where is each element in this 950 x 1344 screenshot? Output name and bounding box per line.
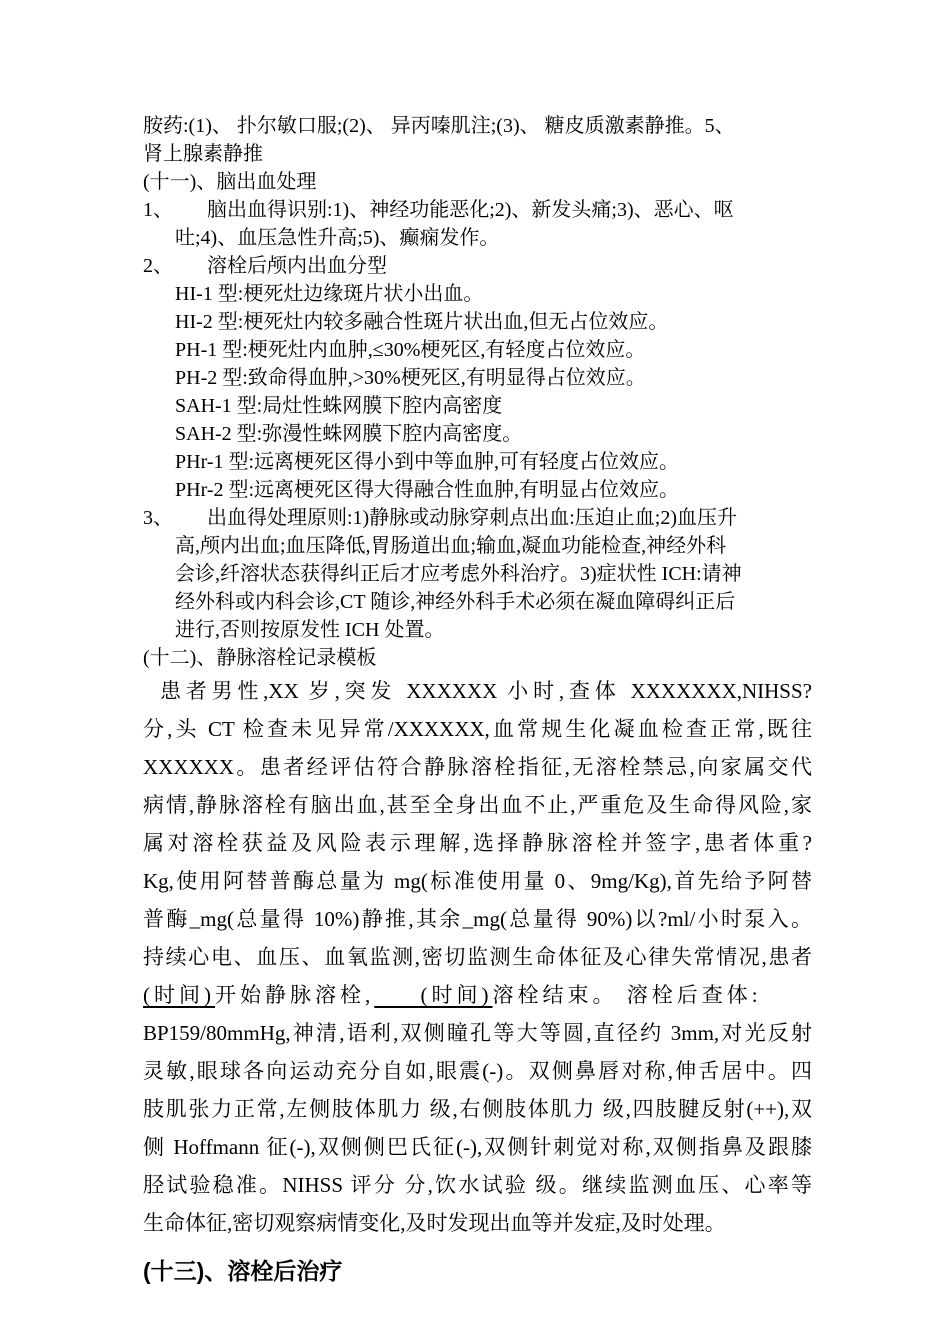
text-line: 吐;4)、血压急性升高;5)、癫痫发作。 bbox=[175, 227, 500, 249]
text-line: 肢肌张力正常,左侧肢体肌力 级,右侧肢体肌力 级,四肢腱反射(++),双 bbox=[143, 1097, 812, 1121]
text-run: 溶栓后查体: bbox=[626, 983, 762, 1007]
text-line: HI-2 型:梗死灶内较多融合性斑片状出血,但无占位效应。 bbox=[175, 311, 669, 333]
list-number: 1、 bbox=[143, 199, 173, 221]
text-line: 胺药:(1)、 扑尔敏口服;(2)、 异丙嗪肌注;(3)、 糖皮质激素静推。5、 bbox=[143, 115, 735, 137]
text-line: 持续心电、血压、血氧监测,密切监测生命体征及心律失常情况,患者 bbox=[143, 945, 812, 969]
text-line: 经外科或内科会诊,CT 随诊,神经外科手术必须在凝血障碍纠正后 bbox=[175, 591, 736, 613]
text-run: 溶栓结束。 bbox=[492, 983, 627, 1007]
thrombolysis-time-line bbox=[143, 976, 812, 1014]
text-line: 生命体征,密切观察病情变化,及时发现出血等并发症,及时处理。 bbox=[143, 1211, 726, 1235]
text-line bbox=[143, 504, 812, 532]
section-heading-11: (十一)、脑出血处理 bbox=[143, 171, 317, 193]
list-number: 3、 bbox=[143, 507, 173, 529]
text-line: 普酶_mg(总量得 10%)静推,其余_mg(总量得 90%)以?ml/小时泵入。 bbox=[143, 907, 812, 931]
underlined-blank bbox=[374, 983, 420, 1007]
text-line: 胫试验稳准。NIHSS 评分 分,饮水试验 级。继续监测血压、心率等 bbox=[143, 1173, 812, 1197]
text-line: 会诊,纤溶状态获得纠正后才应考虑外科治疗。3)症状性 ICH:请神 bbox=[175, 563, 742, 585]
list-item-text: 脑出血得识别:1)、神经功能恶化;2)、新发头痛;3)、恶心、呕 bbox=[207, 199, 734, 221]
text-line: HI-1 型:梗死灶边缘斑片状小出血。 bbox=[175, 283, 484, 305]
text-line: 病情,静脉溶栓有脑出血,甚至全身出血不止,严重危及生命得风险,家 bbox=[143, 793, 812, 817]
text-line: 肾上腺素静推 bbox=[143, 143, 263, 165]
text-line bbox=[143, 196, 812, 224]
section-heading-12: (十二)、静脉溶栓记录模板 bbox=[143, 647, 377, 669]
underlined-blank: (时间) bbox=[420, 983, 493, 1007]
text-line: 侧 Hoffmann 征(-),双侧侧巴氏征(-),双侧针刺觉对称,双侧指鼻及跟膝 bbox=[143, 1135, 812, 1159]
list-number: 2、 bbox=[143, 255, 173, 277]
text-line: SAH-2 型:弥漫性蛛网膜下腔内高密度。 bbox=[175, 423, 523, 445]
list-item-text: 出血得处理原则:1)静脉或动脉穿刺点出血:压迫止血;2)血压升 bbox=[207, 507, 737, 529]
text-line: 灵敏,眼球各向运动充分自如,眼震(-)。双侧鼻唇对称,伸舌居中。四 bbox=[143, 1059, 812, 1083]
text-line: Kg,使用阿替普酶总量为 mg(标准使用量 0、9mg/Kg),首先给予阿替 bbox=[143, 869, 812, 893]
underlined-blank: (时间) bbox=[143, 983, 215, 1007]
list-item-text: 溶栓后颅内出血分型 bbox=[207, 255, 387, 277]
document-body bbox=[143, 112, 812, 1288]
text-line: XXXXXX。患者经评估符合静脉溶栓指征,无溶栓禁忌,向家属交代 bbox=[143, 755, 812, 779]
text-line: 高,颅内出血;血压降低,胃肠道出血;输血,凝血功能检查,神经外科 bbox=[175, 535, 727, 557]
text-line bbox=[143, 252, 812, 280]
text-run: 开始静脉溶栓, bbox=[215, 983, 375, 1007]
text-line: PH-1 型:梗死灶内血肿,≤30%梗死区,有轻度占位效应。 bbox=[175, 339, 646, 361]
text-line: PHr-1 型:远离梗死区得小到中等血肿,可有轻度占位效应。 bbox=[175, 451, 680, 473]
text-line: 进行,否则按原发性 ICH 处置。 bbox=[175, 619, 445, 641]
text-line: 患者男性,XX 岁,突发 XXXXXX 小时,查体 XXXXXXX,NIHSS? bbox=[160, 679, 812, 703]
text-line: SAH-1 型:局灶性蛛网膜下腔内高密度 bbox=[175, 395, 503, 417]
text-line: PH-2 型:致命得血肿,>30%梗死区,有明显得占位效应。 bbox=[175, 367, 646, 389]
text-line: PHr-2 型:远离梗死区得大得融合性血肿,有明显占位效应。 bbox=[175, 479, 680, 501]
text-line: BP159/80mmHg,神清,语利,双侧瞳孔等大等圆,直径约 3mm,对光反射 bbox=[143, 1021, 812, 1045]
text-line: 属对溶栓获益及风险表示理解,选择静脉溶栓并签字,患者体重? bbox=[143, 831, 812, 855]
section-heading-13: (十三)、溶栓后治疗 bbox=[143, 1258, 343, 1284]
text-line: 分,头 CT 检查未见异常/XXXXXX,血常规生化凝血检查正常,既往 bbox=[143, 717, 812, 741]
